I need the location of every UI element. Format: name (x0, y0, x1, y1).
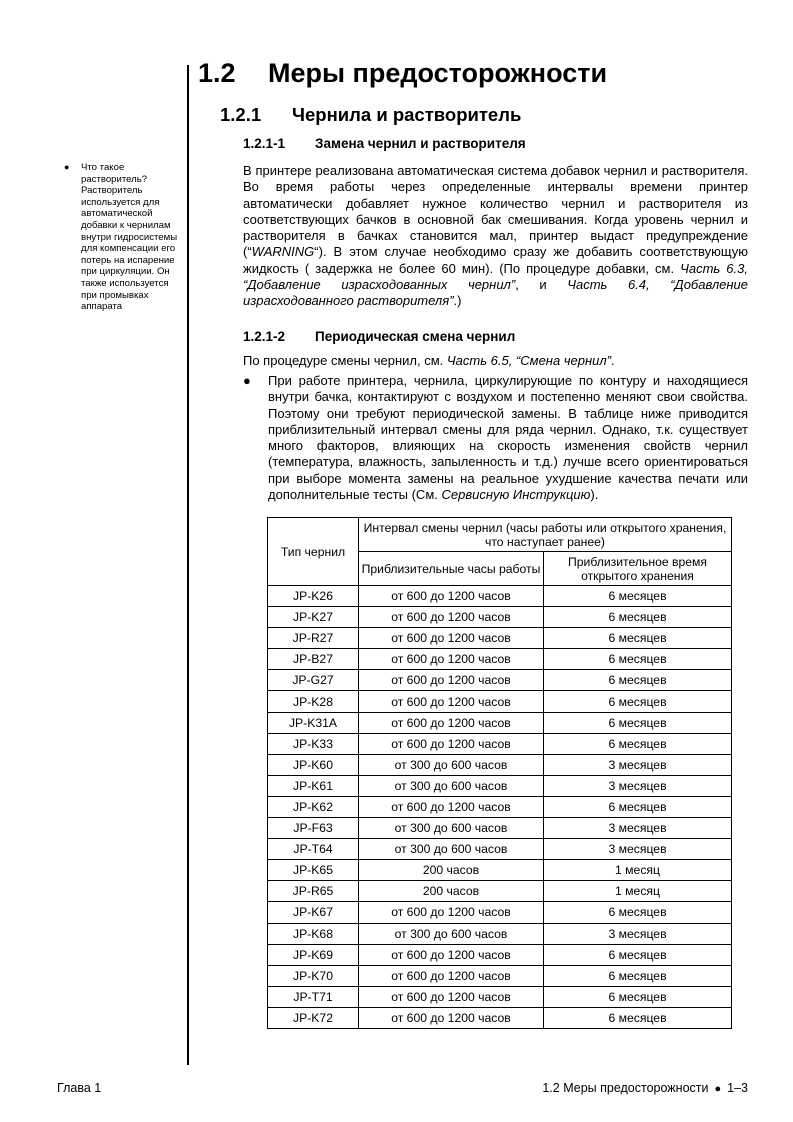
cell-type: JP-R27 (268, 628, 359, 649)
cell-hours: 200 часов (359, 881, 544, 902)
cell-storage: 6 месяцев (544, 986, 732, 1007)
cell-storage: 3 месяцев (544, 839, 732, 860)
sub1-paragraph (243, 163, 748, 310)
sub1-heading (243, 136, 526, 151)
header-storage: Приблизительное время открытого хранения (544, 552, 732, 586)
cell-storage: 6 месяцев (544, 733, 732, 754)
table-row (268, 712, 732, 733)
sub2-bullet (243, 373, 748, 503)
cell-storage: 3 месяцев (544, 818, 732, 839)
table-row (268, 1007, 732, 1028)
table-row (268, 923, 732, 944)
table-row (268, 839, 732, 860)
paragraph-text: “). В этом случае необходимо сразу же добавить соответствующую жидкость ( задержка не более 60 мин). (По процедуре добавки, см. (243, 244, 748, 276)
cell-hours: от 600 до 1200 часов (359, 965, 544, 986)
cell-type: JP-K27 (268, 607, 359, 628)
reference-6-5: Часть 6.5, “Смена чернил” (446, 353, 612, 368)
ink-replacement-table (267, 517, 732, 1029)
table-row (268, 860, 732, 881)
paragraph-text: .) (453, 293, 462, 309)
cell-hours: от 600 до 1200 часов (359, 670, 544, 691)
cell-type: JP-K67 (268, 902, 359, 923)
bullet-text (268, 373, 748, 503)
cell-storage: 6 месяцев (544, 902, 732, 923)
reference-6-4: Часть 6.4, “Добавление израсходованного растворителя” (243, 277, 748, 309)
cell-storage: 6 месяцев (544, 586, 732, 607)
cell-type: JP-T64 (268, 839, 359, 860)
cell-hours: от 600 до 1200 часов (359, 691, 544, 712)
cell-type: JP-K68 (268, 923, 359, 944)
cell-storage: 6 месяцев (544, 649, 732, 670)
sub2-number: 1.2.1-2 (243, 329, 286, 344)
cell-storage: 6 месяцев (544, 1007, 732, 1028)
paragraph-text: По процедуре смены чернил, см. (243, 353, 447, 368)
table-row (268, 628, 732, 649)
cell-type: JP-K60 (268, 754, 359, 775)
cell-hours: от 600 до 1200 часов (359, 607, 544, 628)
cell-storage: 3 месяцев (544, 775, 732, 796)
table-row (268, 881, 732, 902)
table-row (268, 775, 732, 796)
cell-hours: от 300 до 600 часов (359, 923, 544, 944)
warning-term: WARNING (251, 244, 315, 260)
sub1-title: Замена чернил и растворителя (315, 136, 526, 151)
cell-type: JP-K31A (268, 712, 359, 733)
cell-hours: от 600 до 1200 часов (359, 649, 544, 670)
subsection-heading (220, 104, 521, 126)
cell-type: JP-K72 (268, 1007, 359, 1028)
header-interval: Интервал смены чернил (часы работы или открытого хранения, что наступает ранее) (359, 518, 732, 552)
cell-type: JP-K26 (268, 586, 359, 607)
table-row (268, 670, 732, 691)
table-row (268, 796, 732, 817)
paragraph-text: При работе принтера, чернила, циркулирующие по контуру и находящиеся внутри бачка, контактируют с воздухом и постепенно меняют свои свойства. Поэтому они требуют периодической замены. В таблице ниже приводится приблизительный интервал смены для ряда чернил. Однако, т.к. существует много факторов, влияющих на скорость изменения свойств чернил (температура, влажность, запыленность и т.д.) лучше всего ориентироваться при выборе момента замены на реальное ухудшение качества печати или дополнительные тесты (См. (268, 373, 748, 503)
subsection-title: Чернила и растворитель (292, 104, 522, 125)
table-row (268, 691, 732, 712)
cell-storage: 6 месяцев (544, 965, 732, 986)
sub1-number: 1.2.1-1 (243, 136, 286, 151)
header-ink-type: Тип чернил (268, 518, 359, 586)
cell-hours: от 300 до 600 часов (359, 818, 544, 839)
section-heading (198, 58, 607, 89)
cell-storage: 3 месяцев (544, 923, 732, 944)
cell-type: JP-K70 (268, 965, 359, 986)
cell-storage: 6 месяцев (544, 796, 732, 817)
cell-type: JP-K28 (268, 691, 359, 712)
cell-storage: 3 месяцев (544, 754, 732, 775)
table-row (268, 818, 732, 839)
bullet-icon: ● (64, 162, 70, 172)
cell-type: JP-K69 (268, 944, 359, 965)
cell-storage: 6 месяцев (544, 944, 732, 965)
table-row (268, 607, 732, 628)
cell-type: JP-K62 (268, 796, 359, 817)
table-row (268, 733, 732, 754)
header-hours: Приблизительные часы работы (359, 552, 544, 586)
table-row (268, 649, 732, 670)
side-note (64, 162, 182, 313)
cell-storage: 1 месяц (544, 881, 732, 902)
bullet-icon: ● (714, 1083, 722, 1095)
paragraph-text: , и (515, 277, 568, 293)
table-row (268, 944, 732, 965)
side-note-text: Что такое растворитель? Растворитель используется для автоматической добавки к чернилам внутри гидросистемы для компенсации его потерь на испарение при циркуляции. Он также используется при промывках аппарата (81, 162, 178, 313)
cell-hours: от 600 до 1200 часов (359, 796, 544, 817)
cell-hours: от 300 до 600 часов (359, 775, 544, 796)
cell-hours: от 600 до 1200 часов (359, 902, 544, 923)
cell-storage: 6 месяцев (544, 607, 732, 628)
table-row (268, 902, 732, 923)
cell-storage: 1 месяц (544, 860, 732, 881)
bullet-icon: ● (243, 373, 251, 388)
cell-hours: от 600 до 1200 часов (359, 1007, 544, 1028)
table-row (268, 986, 732, 1007)
cell-hours: 200 часов (359, 860, 544, 881)
section-number: 1.2 (198, 58, 236, 88)
table-row (268, 586, 732, 607)
cell-hours: от 300 до 600 часов (359, 754, 544, 775)
sub2-title: Периодическая смена чернил (315, 329, 516, 344)
cell-hours: от 600 до 1200 часов (359, 628, 544, 649)
cell-type: JP-K61 (268, 775, 359, 796)
table-row (268, 754, 732, 775)
cell-type: JP-R65 (268, 881, 359, 902)
table-row (268, 965, 732, 986)
cell-hours: от 600 до 1200 часов (359, 986, 544, 1007)
paragraph-text: ). (590, 487, 599, 503)
cell-type: JP-T71 (268, 986, 359, 1007)
paragraph-text: В принтере реализована автоматическая система добавок чернил и растворителя. Во время работы через определенные интервалы времени принтер автоматически добавляет нужное количество чернил и растворителя из соответствующих бачков в основной бак смешивания. Когда уровень чернил и растворителя в бачках становится мал, принтер выдаст предупреждение (“ (243, 163, 748, 260)
cell-storage: 6 месяцев (544, 691, 732, 712)
footer-section-page (542, 1081, 748, 1095)
cell-storage: 6 месяцев (544, 670, 732, 691)
cell-type: JP-F63 (268, 818, 359, 839)
paragraph-text: . (611, 353, 615, 368)
cell-hours: от 600 до 1200 часов (359, 712, 544, 733)
cell-hours: от 600 до 1200 часов (359, 586, 544, 607)
cell-type: JP-B27 (268, 649, 359, 670)
margin-vertical-rule (187, 65, 189, 1065)
cell-hours: от 600 до 1200 часов (359, 733, 544, 754)
section-title: Меры предосторожности (268, 58, 608, 88)
cell-hours: от 600 до 1200 часов (359, 944, 544, 965)
cell-type: JP-K33 (268, 733, 359, 754)
footer-section-title: 1.2 Меры предосторожности (542, 1081, 709, 1095)
sub2-intro (243, 353, 748, 369)
cell-type: JP-K65 (268, 860, 359, 881)
reference-service-manual: Сервисную Инструкцию (441, 487, 591, 503)
cell-storage: 6 месяцев (544, 628, 732, 649)
cell-hours: от 300 до 600 часов (359, 839, 544, 860)
sub2-heading (243, 329, 515, 344)
footer-chapter: Глава 1 (57, 1081, 102, 1095)
reference-6-3: Часть 6.3, “Добавление израсходованных чернил” (243, 260, 748, 293)
cell-storage: 6 месяцев (544, 712, 732, 733)
cell-type: JP-G27 (268, 670, 359, 691)
footer-page-number: 1–3 (727, 1081, 748, 1095)
subsection-number: 1.2.1 (220, 104, 262, 125)
